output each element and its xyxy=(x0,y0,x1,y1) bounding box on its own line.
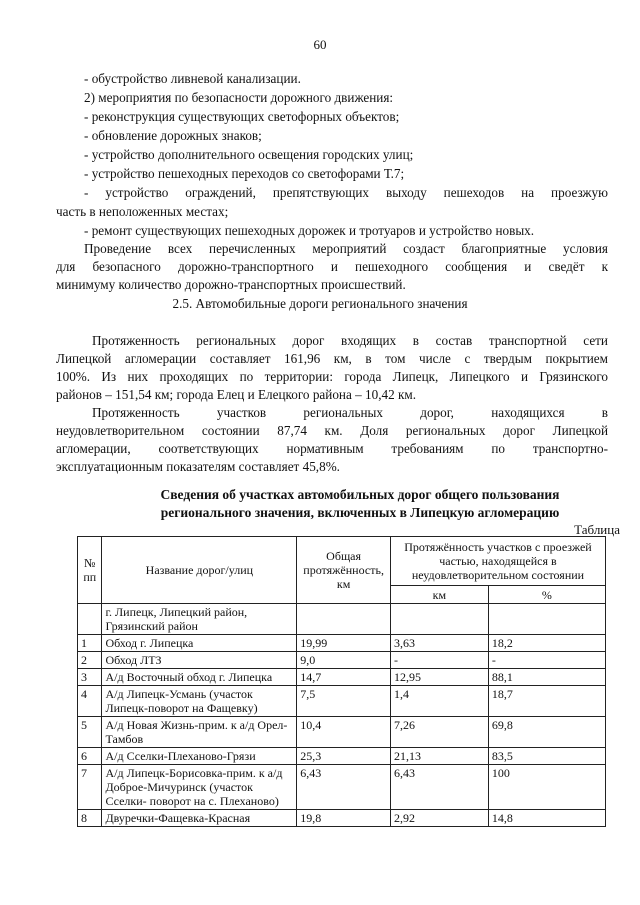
row-length: 6,43 xyxy=(297,765,391,810)
header-num: № пп xyxy=(78,537,102,604)
row-num: 5 xyxy=(78,717,102,748)
paragraph-line: Протяженность региональных дорог входящих в состав транспортной сети xyxy=(92,333,608,348)
table-row xyxy=(78,635,606,652)
row-pct: 83,5 xyxy=(488,748,605,765)
header-pct: % xyxy=(488,586,605,604)
row-num: 8 xyxy=(78,810,102,827)
row-length: 25,3 xyxy=(297,748,391,765)
row-pct: 69,8 xyxy=(488,717,605,748)
row-name: А/д Липецк-Борисовка-прим. к а/д Доброе-Мичуринск (участок Сселки- поворот на с. Плеханово) xyxy=(102,765,297,810)
list-item: 2) мероприятия по безопасности дорожного движения: xyxy=(84,90,394,105)
row-name: А/д Новая Жизнь-прим. к а/д Орел-Тамбов xyxy=(102,717,297,748)
row-pct: 88,1 xyxy=(488,669,605,686)
row-length: 19,8 xyxy=(297,810,391,827)
table-row xyxy=(78,686,606,717)
header-name: Название дорог/улиц xyxy=(102,537,297,604)
list-item: - обновление дорожных знаков; xyxy=(84,128,262,143)
row-num: 3 xyxy=(78,669,102,686)
roads-table xyxy=(77,536,606,827)
list-item: часть в неположенных местах; xyxy=(56,204,229,219)
row-km: 12,95 xyxy=(390,669,488,686)
table-row xyxy=(78,765,606,810)
paragraph-line: неудовлетворительном состоянии 87,74 км. Доля региональных дорог Липецкой xyxy=(56,423,608,438)
group-name: г. Липецк, Липецкий район, Грязинский район xyxy=(102,604,297,635)
header-km: км xyxy=(390,586,488,604)
paragraph-line: Протяженность участков региональных дорог, находящихся в xyxy=(92,405,608,420)
row-km: 1,4 xyxy=(390,686,488,717)
paragraph-line: 100%. Из них проходящих по территории: города Липецк, Липецкого и Грязинского xyxy=(56,369,608,384)
row-pct: 18,7 xyxy=(488,686,605,717)
summary-line: Проведение всех перечисленных мероприятий создаст благоприятные условия xyxy=(84,241,608,256)
paragraph-line: эксплуатационным показателям составляет 45,8%. xyxy=(56,459,340,474)
summary-line: для безопасного дорожно-транспортного и пешеходного сообщения и сведёт к xyxy=(56,259,608,274)
paragraph-line: районов – 151,54 км; города Елец и Елецкого района – 10,42 км. xyxy=(56,387,417,402)
list-item: - устройство ограждений, препятствующих выходу пешеходов на проезжую xyxy=(84,185,608,200)
row-km: 21,13 xyxy=(390,748,488,765)
table-label: Таблица xyxy=(574,522,620,537)
row-pct: - xyxy=(488,652,605,669)
table-row xyxy=(78,717,606,748)
row-km: 3,63 xyxy=(390,635,488,652)
header-length: Общая протяжённость, км xyxy=(297,537,391,604)
row-name: Обход г. Липецка xyxy=(102,635,297,652)
row-pct: 18,2 xyxy=(488,635,605,652)
table-row xyxy=(78,669,606,686)
row-km: 6,43 xyxy=(390,765,488,810)
row-length: 7,5 xyxy=(297,686,391,717)
row-num: 2 xyxy=(78,652,102,669)
list-item: - обустройство ливневой канализации. xyxy=(84,71,301,86)
row-length: 19,99 xyxy=(297,635,391,652)
table-group-row xyxy=(78,604,606,635)
table-header-row xyxy=(78,537,606,586)
row-km: 2,92 xyxy=(390,810,488,827)
row-km: - xyxy=(390,652,488,669)
row-pct: 14,8 xyxy=(488,810,605,827)
table-row xyxy=(78,810,606,827)
row-pct: 100 xyxy=(488,765,605,810)
row-length: 14,7 xyxy=(297,669,391,686)
table-row xyxy=(78,748,606,765)
paragraph-line: Липецкой агломерации составляет 161,96 км, в том числе с твердым покрытием xyxy=(56,351,608,366)
list-item: - реконструкция существующих светофорных объектов; xyxy=(84,109,400,124)
row-name: А/д Липецк-Усмань (участок Липецк-поворот на Фащевку) xyxy=(102,686,297,717)
row-name: А/д Восточный обход г. Липецка xyxy=(102,669,297,686)
row-num: 7 xyxy=(78,765,102,810)
row-num: 4 xyxy=(78,686,102,717)
row-num: 6 xyxy=(78,748,102,765)
header-bad-condition: Протяжённость участков с проезжей частью, находящейся в неудовлетворительном состоянии xyxy=(390,537,605,586)
paragraph-line: агломерации, соответствующих нормативным требованиям по транспортно- xyxy=(56,441,608,456)
row-name: Двуречки-Фащевка-Красная xyxy=(102,810,297,827)
row-km: 7,26 xyxy=(390,717,488,748)
row-length: 10,4 xyxy=(297,717,391,748)
table-row xyxy=(78,652,606,669)
list-item: - устройство пешеходных переходов со светофорами Т.7; xyxy=(84,166,405,181)
row-name: А/д Сселки-Плеханово-Грязи xyxy=(102,748,297,765)
list-item: - ремонт существующих пешеходных дорожек и тротуаров и устройство новых. xyxy=(84,223,535,238)
section-title: 2.5. Автомобильные дороги регионального значения xyxy=(172,296,468,311)
row-name: Обход ЛТЗ xyxy=(102,652,297,669)
row-length: 9,0 xyxy=(297,652,391,669)
table-title: регионального значения, включенных в Липецкую агломерацию xyxy=(160,505,560,520)
page-number: 60 xyxy=(313,37,327,52)
summary-line: минимуму количество дорожно-транспортных происшествий. xyxy=(56,277,406,292)
list-item: - устройство дополнительного освещения городских улиц; xyxy=(84,147,414,162)
table-title: Сведения об участках автомобильных дорог общего пользования xyxy=(160,487,560,502)
row-num: 1 xyxy=(78,635,102,652)
